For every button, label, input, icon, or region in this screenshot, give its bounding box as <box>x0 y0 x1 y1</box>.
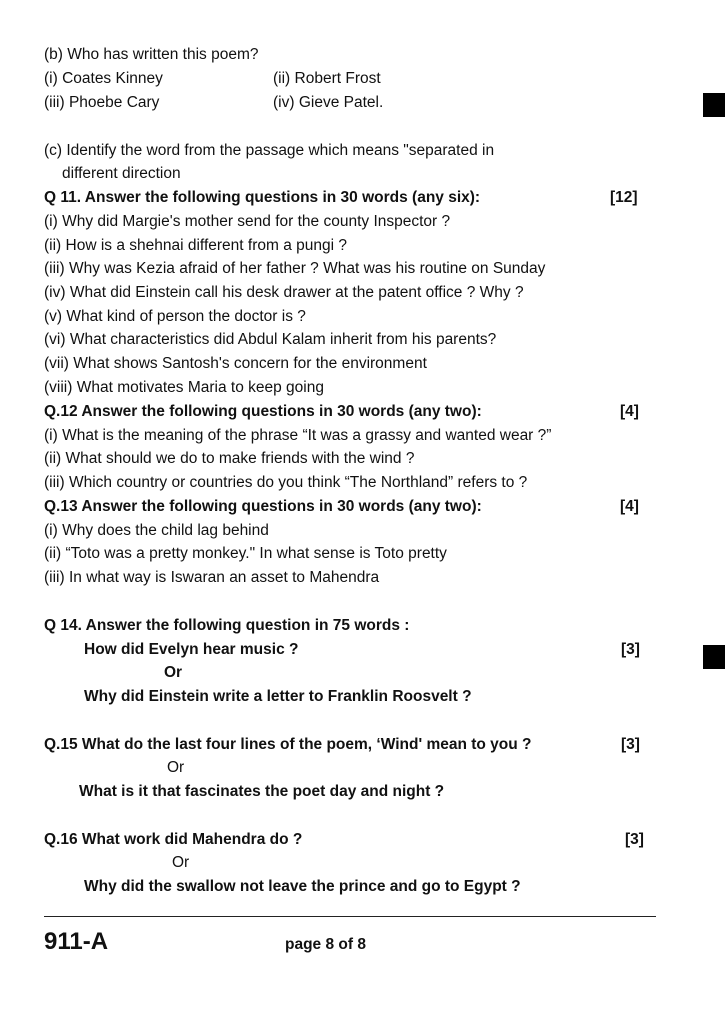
q13-marks: [4] <box>620 498 639 515</box>
q11-item: (viii) What motivates Maria to keep going <box>44 379 324 396</box>
q11-item: (iii) Why was Kezia afraid of her father ? What was his routine on Sunday <box>44 260 546 277</box>
q12-heading: Q.12 Answer the following questions in 30 words (any two): <box>44 403 482 420</box>
q16-question: Q.16 What work did Mahendra do ? <box>44 831 303 848</box>
q14-option-1: How did Evelyn hear music ? <box>84 641 299 658</box>
q10b-option-3: (iii) Phoebe Cary <box>44 94 160 111</box>
q16-or: Or <box>172 854 190 871</box>
page-number: page 8 of 8 <box>285 936 366 953</box>
q10b-option-4: (iv) Gieve Patel. <box>273 94 384 111</box>
q11-item: (i) Why did Margie's mother send for the county Inspector ? <box>44 213 451 230</box>
q11-item: (v) What kind of person the doctor is ? <box>44 308 306 325</box>
q14-or: Or <box>164 664 183 681</box>
q14-marks: [3] <box>621 641 640 658</box>
q11-item: (vii) What shows Santosh's concern for the environment <box>44 355 427 372</box>
paper-code: 911-A <box>44 928 109 955</box>
q12-item: (iii) Which country or countries do you think “The Northland” refers to ? <box>44 474 528 491</box>
q14-heading: Q 14. Answer the following question in 75 words : <box>44 617 410 634</box>
q16-marks: [3] <box>625 831 644 848</box>
margin-marker <box>703 645 725 669</box>
q15-question: Q.15 What do the last four lines of the poem, ‘Wind' mean to you ? <box>44 736 532 753</box>
q13-item: (i) Why does the child lag behind <box>44 522 269 539</box>
q11-item: (ii) How is a shehnai different from a pungi ? <box>44 237 347 254</box>
q11-item: (iv) What did Einstein call his desk drawer at the patent office ? Why ? <box>44 284 524 301</box>
q10c-line-1: (c) Identify the word from the passage which means "separated in <box>44 142 495 159</box>
q11-heading: Q 11. Answer the following questions in 30 words (any six): <box>44 189 481 206</box>
q10b-question: (b) Who has written this poem? <box>44 46 259 63</box>
margin-marker <box>703 93 725 117</box>
q13-heading: Q.13 Answer the following questions in 30 words (any two): <box>44 498 482 515</box>
q15-marks: [3] <box>621 736 640 753</box>
q12-item: (i) What is the meaning of the phrase “It was a grassy and wanted wear ?” <box>44 427 552 444</box>
q11-marks: [12] <box>610 189 638 206</box>
q10b-option-2: (ii) Robert Frost <box>273 70 381 87</box>
q15-option-2: What is it that fascinates the poet day and night ? <box>79 783 445 800</box>
q10c-line-2: different direction <box>62 165 181 182</box>
q12-item: (ii) What should we do to make friends with the wind ? <box>44 450 415 467</box>
footer-divider <box>44 916 656 917</box>
q16-option-2: Why did the swallow not leave the prince and go to Egypt ? <box>84 878 521 895</box>
q10b-option-1: (i) Coates Kinney <box>44 70 163 87</box>
q12-marks: [4] <box>620 403 639 420</box>
q14-option-2: Why did Einstein write a letter to Franklin Roosvelt ? <box>84 688 472 705</box>
q11-item: (vi) What characteristics did Abdul Kalam inherit from his parents? <box>44 331 497 348</box>
q15-or: Or <box>167 759 185 776</box>
q13-item: (iii) In what way is Iswaran an asset to Mahendra <box>44 569 380 586</box>
q13-item: (ii) “Toto was a pretty monkey." In what sense is Toto pretty <box>44 545 447 562</box>
